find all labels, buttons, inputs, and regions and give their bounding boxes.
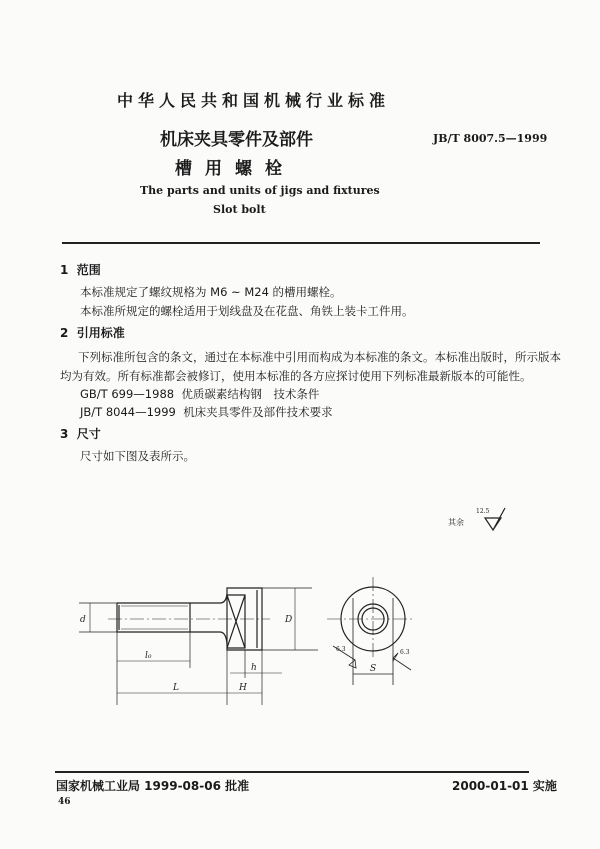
ref-code: GB/T 699—1988 — [80, 387, 175, 401]
page-number: 46 — [58, 797, 71, 807]
roughness-value: 12.5 — [476, 508, 490, 515]
dim-d: d — [80, 615, 86, 625]
section-number: 3 — [60, 427, 69, 441]
subtitle-en: Slot bolt — [213, 203, 266, 216]
paragraph: 均为有效。所有标准都会被修订，使用本标准的各方应探讨使用下列标准最新版本的可能性。 — [60, 369, 532, 383]
subtitle-cn: 槽用螺栓 — [175, 159, 295, 179]
paragraph: 本标准所规定的螺栓适用于划线盘及在花盘、角铁上装卡工件用。 — [80, 304, 414, 318]
approval-note: 国家机械工业局 1999-08-06 批准 — [56, 779, 250, 793]
dim-l0: l₀ — [145, 651, 152, 661]
ref-code: JB/T 8044—1999 — [80, 405, 176, 419]
dim-L: L — [173, 683, 179, 693]
dim-D: D — [285, 615, 293, 625]
paragraph: 本标准规定了螺纹规格为 M6 ~ M24 的槽用螺栓。 — [80, 285, 342, 299]
paragraph: 下列标准所包含的条文，通过在本标准中引用而构成为本标准的条文。本标准出版时，所示版本 — [78, 350, 561, 364]
section-title: 范围 — [76, 263, 101, 277]
dim-S: S — [370, 664, 377, 674]
face-roughness-right: 6.3 — [400, 649, 410, 656]
roughness-note: 其余 — [448, 518, 464, 527]
effective-date: 2000-01-01 实施 — [452, 779, 557, 793]
dim-h: h — [251, 663, 257, 673]
section-number: 2 — [60, 326, 69, 340]
title-cn: 机床夹具零件及部件 — [160, 130, 313, 150]
issuing-organization: 中华人民共和国机械行业标准 — [117, 91, 391, 110]
section-title: 尺寸 — [76, 427, 101, 441]
ref-title: 机床夹具零件及部件技术要求 — [183, 405, 333, 419]
ref-title: 优质碳素结构钢 技术条件 — [181, 387, 320, 401]
standard-number: JB/T 8007.5—1999 — [433, 132, 548, 145]
section-title: 引用标准 — [76, 326, 125, 340]
paragraph: 尺寸如下图及表所示。 — [80, 449, 195, 463]
section-number: 1 — [60, 263, 69, 277]
dim-H: H — [239, 683, 247, 693]
title-en: The parts and units of jigs and fixtures — [140, 184, 380, 197]
footer-divider — [55, 771, 529, 773]
face-roughness-left: 6.3 — [336, 646, 346, 653]
